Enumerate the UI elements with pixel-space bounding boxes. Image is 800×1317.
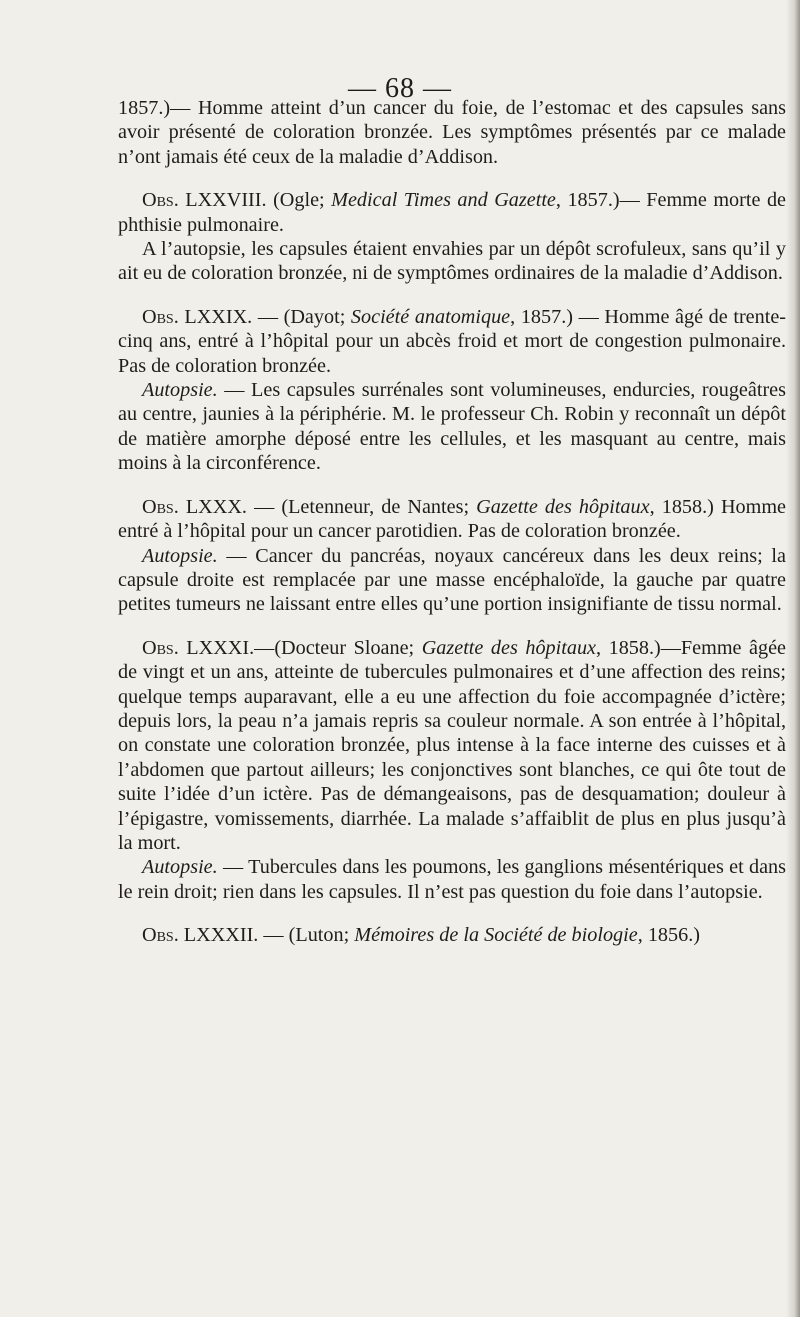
observation-lxxviii xyxy=(118,188,786,237)
paragraph-continuation xyxy=(118,96,786,169)
citation-title: Gazette des hôpitaux xyxy=(476,495,650,518)
autopsy-paragraph xyxy=(118,378,786,476)
observation-label: Obs. LXXVIII. xyxy=(142,189,267,212)
observation-lxxix xyxy=(118,305,786,378)
paragraph-text: — Cancer du pancréas, noyaux cancéreux dans les deux reins; la capsule droite est remplacée par une masse encéphaloïde, la gauche par quatre petites tumeurs ne laissant entre elles qu’une portion insignifiante de tissu normal. xyxy=(118,544,786,616)
paragraph-text: — Tubercules dans les poumons, les ganglions mésentériques et dans le rein droit; rien dans les capsules. Il n’est pas question du foie dans l’autopsie. xyxy=(118,856,786,903)
citation-prefix: (Ogle; xyxy=(273,189,332,212)
observation-label: Obs. LXXIX. xyxy=(142,305,253,328)
citation-prefix: — (Luton; xyxy=(263,924,355,947)
citation-rest: , 1857.) — Homme âgé de trente-cinq ans, entré à l’hôpital pour un abcès froid et mort de congestion pulmonaire. Pas de coloration bronzée. xyxy=(118,305,787,377)
citation-rest: , 1858.)—Femme âgée de vingt et un ans, atteinte de tubercules pulmonaires et d’une affection des reins; quelque temps auparavant, elle a eu une affection du foie accompagnée d’ictère; depuis lors, la peau n’a jamais repris sa couleur normale. A son entrée à l’hôpital, on constate une coloration bronzée, plus intense à la face interne des cuisses et à l’abdomen que partout ailleurs; les conjonctives sont blanches, ce qui ôte tout de suite l’idée d’un ictère. Pas de démangeaisons, pas de desquamation; douleur à l’épigastre, vomissements, diarrhée. La malade s’affaiblit de plus en plus jusqu’à la mort. xyxy=(118,636,787,854)
paragraph-text: A l’autopsie, les capsules étaient envahies par un dépôt scrofuleux, sans qu’il y ait eu de coloration bronzée, ni de symptômes ordinaires de la maladie d’Addison. xyxy=(118,238,786,285)
citation-prefix: —(Docteur Sloane; xyxy=(254,636,422,659)
observation-lxxx xyxy=(118,495,786,544)
paragraph-text: — Les capsules surrénales sont volumineuses, endurcies, rougeâtres au centre, jaunies à la périphérie. M. le professeur Ch. Robin y reconnaît un dépôt de matière amorphe déposé entre les cellules, et les masquant au centre, mais moins à la circonférence. xyxy=(118,379,786,475)
citation-title: Gazette des hôpitaux xyxy=(421,636,597,659)
autopsy-lead: Autopsie. xyxy=(142,379,218,402)
citation-title: Medical Times and Gazette xyxy=(331,189,556,212)
observation-label: Obs. LXXXI. xyxy=(142,636,255,659)
citation-title: Société anatomique xyxy=(350,305,511,328)
body-text xyxy=(118,96,786,948)
observation-lxxxi xyxy=(118,636,786,856)
autopsy-paragraph xyxy=(118,855,786,904)
citation-rest: , 1858.) Homme entré à l’hôpital pour un cancer parotidien. Pas de coloration bronzée. xyxy=(118,495,786,543)
observation-label: Obs. LXXXII. xyxy=(142,924,259,947)
citation-prefix: — (Dayot; xyxy=(257,305,351,328)
page-number: — 68 — xyxy=(348,73,452,104)
autopsy-paragraph xyxy=(118,544,786,617)
observation-label: Obs. LXXX. xyxy=(142,495,247,518)
citation-rest: , 1856.) xyxy=(637,924,700,947)
page-edge-shadow xyxy=(786,0,800,1317)
autopsy-lead: Autopsie. xyxy=(142,856,218,879)
observation-lxxxii xyxy=(118,923,786,947)
citation-title: Mémoires de la Société de biologie xyxy=(354,924,638,947)
paragraph-text: 1857.)— Homme atteint d’un cancer du foie, de l’estomac et des capsules sans avoir présenté de coloration bronzée. Les symptômes présentés par ce malade n’ont jamais été ceux de la maladie d’Addison. xyxy=(118,97,786,168)
autopsy-lead: Autopsie. xyxy=(142,544,218,567)
citation-rest: , 1857.)— Femme morte de phthisie pulmonaire. xyxy=(118,189,786,236)
autopsy-paragraph xyxy=(118,237,786,286)
citation-prefix: — (Letenneur, de Nantes; xyxy=(254,495,477,518)
